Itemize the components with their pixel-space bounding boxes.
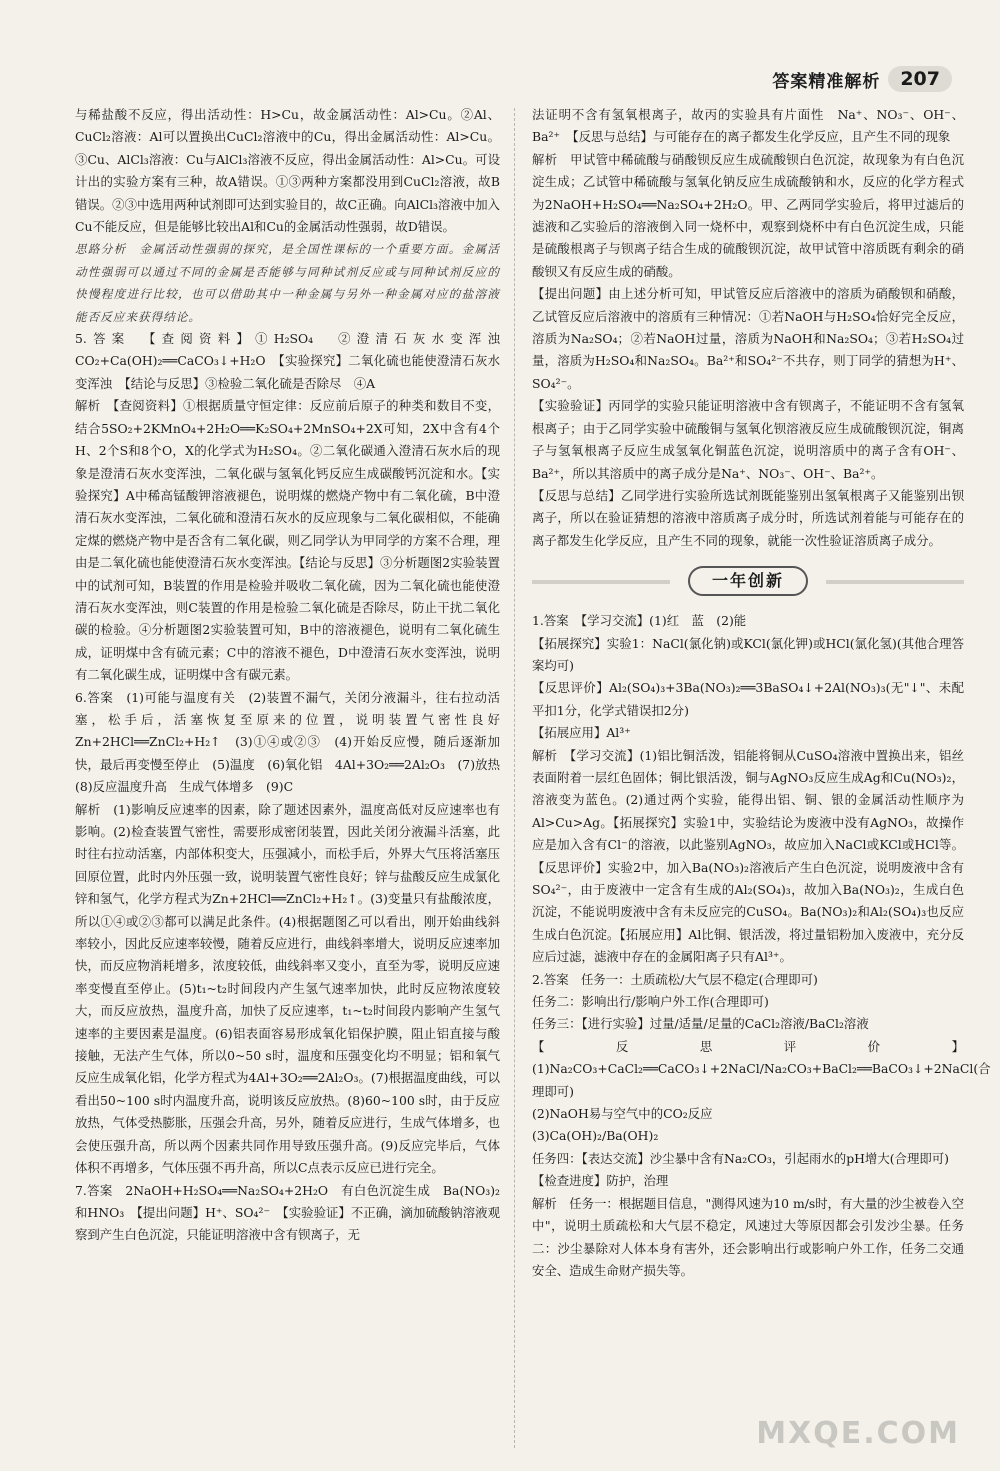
answer-7: 7.答案 2NaOH+H₂SO₄══Na₂SO₄+2H₂O 有白色沉淀生成 Ba(NO₃)₂和HNO₃ 【提出问题】H⁺、SO₄²⁻ 【实验验证】不正确，滴加硫酸钠溶液观察到产生白色沉淀，只能证明溶液中含有钡离子，无 — [75, 1182, 500, 1243]
paragraph: 【检查进度】防护，治理 — [532, 1173, 669, 1189]
page-number: 207 — [888, 66, 952, 92]
answer-1: 1.答案 【学习交流】(1)红 蓝 (2)能 — [532, 613, 747, 629]
paragraph: (3)Ca(OH)₂/Ba(OH)₂ — [532, 1128, 659, 1144]
paragraph: 【反思评价】(1)Na₂CO₃+CaCl₂══CaCO₃↓+2NaCl/Na₂CO₃+BaCl₂══BaCO₃↓+2NaCl(合理即可) — [532, 1038, 991, 1099]
column-divider — [514, 108, 515, 1448]
paragraph: 【反思评价】Al₂(SO₄)₃+3Ba(NO₃)₂══3BaSO₄↓+2Al(NO₃)₃(无"↓"、未配平扣1分，化学式错误扣2分) — [532, 680, 964, 718]
paragraph: 法证明不含有氢氧根离子，故丙的实验具有片面性 Na⁺、NO₃⁻、OH⁻、Ba²⁺ 【反思与总结】与可能存在的离子都发生化学反应，且产生不同的现象 — [532, 107, 964, 145]
paragraph: 任务二：影响出行/影响户外工作(合理即可) — [532, 994, 769, 1010]
paragraph: 与稀盐酸不反应，得出活动性：H>Cu，故金属活动性：Al>Cu。②Al、CuCl₂溶液：Al可以置换出CuCl₂溶液中的Cu，得出金属活动性：Al>Cu。③Cu、AlCl₃溶液：Cu与AlCl₃溶液不反应，得出金属活动性：Al>Cu。可设计出的实验方案有三种，故A错误。①③两种方案都没用到CuCl₂溶液，故B错误。②③中选用两种试剂即可达到实验目的，故C正确。向AlCl₃溶液中加入Cu不能反应，但是能够比较出Al和Cu的金属活动性强弱，故D错误。 — [75, 107, 500, 235]
paragraph: (2)NaOH易与空气中的CO₂反应 — [532, 1106, 713, 1122]
page-header — [772, 62, 952, 96]
paragraph: 【拓展应用】Al³⁺ — [532, 725, 631, 741]
answer-5: 5.答案 【查阅资料】①H₂SO₄ ②澄清石灰水变浑浊 CO₂+Ca(OH)₂══CaCO₃↓+H₂O 【实验探究】二氧化硫也能使澄清石灰水变浑浊 【结论与反思】③检验二氧化硫是否除尽 ④A — [75, 331, 513, 391]
analysis-6: 解析 (1)影响反应速率的因素，除了题述因素外，温度高低对反应速率也有影响。(2)检查装置气密性，需要形成密闭装置，因此关闭分液漏斗活塞，此时往右拉动活塞，内部体积变大，压强减小，而松手后，外界大气压将活塞压回原位置，此时内外压强一致，说明装置气密性良好；锌与盐酸反应生成氯化锌和氢气，化学方程式为Zn+2HCl══ZnCl₂+H₂↑。(3)变量只有盐酸浓度，所以①④或②③都可以满足此条件。(4)根据题图乙可以看出，刚开始曲线斜率较小，因此反应速率较慢，随着反应进行，曲线斜率增大，说明反应速率加快，而反应物消耗增多，浓度较低，曲线斜率又变小，直至为零，说明反应速率变慢直至停止。(5)t₁~t₂时间段内产生氢气速率加快，此时反应物浓度较大，而反应放热，温度升高，加快了反应速率，t₁~t₂时间段内影响产生氢气速率的主要因素是温度。(6)铝表面容易形成氧化铝保护膜，阻止铝直接与酸接触，无法产生气体，所以0~50 s时，温度和压强变化均不明显；铝和氧气反应生成氧化铝，化学方程式为4Al+3O₂══2Al₂O₃。(7)根据温度曲线，可以看出50~100 s时内温度升高，说明该反应放热。(8)60~100 s时，由于反应放热，气体受热膨胀，压强会升高，另外，随着反应进行，生成气体增多，也会使压强升高，所以两个因素共同作用导致压强升高。(9)反应完毕后，气体体积不再增多，气体压强不再升高，所以C点表示反应已进行完全。 — [75, 801, 500, 1176]
analysis-7: 解析 甲试管中稀硫酸与硝酸钡反应生成硫酸钡白色沉淀，故现象为有白色沉淀生成；乙试管中稀硫酸与氢氧化钠反应生成硫酸钠和水，反应的化学方程式为2NaOH+H₂SO₄══Na₂SO₄+2H₂O。甲、乙两同学实验后，将甲过滤后的滤液和乙实验后的溶液倒入同一烧杯中，观察到烧杯中有白色沉淀生成，只能是硫酸根离子与钡离子结合生成的硫酸钡沉淀，故甲试管中溶质既有剩余的硝酸钡又有反应生成的硝酸。 — [532, 151, 964, 279]
paragraph: 【实验验证】丙同学的实验只能证明溶液中含有钡离子，不能证明不含有氢氧根离子；由于乙同学实验中硫酸铜与氢氧化钡溶液反应生成硫酸钡沉淀，铜离子与氢氧根离子反应生成氢氧化铜蓝色沉淀，说明溶质中的离子含有OH⁻、Ba²⁺，所以其溶质中的离子成分是Na⁺、NO₃⁻、OH⁻、Ba²⁺。 — [532, 398, 964, 481]
answer-6: 6.答案 (1)可能与温度有关 (2)装置不漏气，关闭分液漏斗，往右拉动活塞，松手后，活塞恢复至原来的位置，说明装置气密性良好 Zn+2HCl══ZnCl₂+H₂↑ (3)①④或②③ (4)开始反应慢，随后逐渐加快，最后再变慢至停止 (5)温度 (6)氧化铝 4Al+3O₂══2Al₂O₃ (7)放热 (8)反应温度升高 生成气体增多 (9)C — [75, 689, 513, 795]
paragraph: 任务四：【表达交流】沙尘暴中含有Na₂CO₃，引起雨水的pH增大(合理即可) — [532, 1150, 949, 1166]
answer-2: 2.答案 任务一：土质疏松/大气层不稳定(合理即可) — [532, 971, 818, 987]
watermark: MXQE.COM — [756, 1416, 960, 1451]
paragraph: 【反思与总结】乙同学进行实验所选试剂既能鉴别出氢氧根离子又能鉴别出钡离子，所以在验证猜想的溶液中溶质离子成分时，所选试剂着能与可能存在的离子都发生化学反应，且产生不同的现象，就能一次性验证溶质离子成分。 — [532, 487, 964, 548]
paragraph: 【拓展探究】实验1：NaCl(氯化钠)或KCl(氯化钾)或HCl(氯化氢)(其他合理答案均可) — [532, 635, 964, 673]
section-divider — [532, 558, 964, 604]
right-column — [532, 104, 991, 1282]
section-title: 一年创新 — [688, 566, 808, 596]
analysis-1: 解析 【学习交流】(1)铝比铜活泼，铝能将铜从CuSO₄溶液中置换出来，铝丝表面附着一层红色固体；铜比银活泼，铜与AgNO₃反应生成Ag和Cu(NO₃)₂，溶液变为蓝色。(2)通过两个实验，能得出铝、铜、银的金属活动性顺序为Al>Cu>Ag。【拓展探究】实验1中，实验结论为废液中没有AgNO₃，故操作应是加入含有Cl⁻的溶液，以此鉴别AgNO₃，故应加入NaCl或KCl或HCl等。【反思评价】实验2中，加入Ba(NO₃)₂溶液后产生白色沉淀，说明废液中含有SO₄²⁻，由于废液中一定含有生成的Al₂(SO₄)₃，故加入Ba(NO₃)₂，生成白色沉淀，不能说明废液中含有未反应完的CuSO₄。Ba(NO₃)₂和Al₂(SO₄)₃也反应生成白色沉淀。【拓展应用】Al比铜、银活泼，将过量铝粉加入废液中，充分反应后过滤，滤液中存在的金属阳离子只有Al³⁺。 — [532, 747, 964, 965]
analysis-5: 解析 【查阅资料】①根据质量守恒定律：反应前后原子的种类和数目不变，结合5SO₂+2KMnO₄+2H₂O══K₂SO₄+2MnSO₄+2X可知，2X中含有4个H、2个S和8个O，X的化学式为H₂SO₄。②二氧化碳通入澄清石灰水后的现象是澄清石灰水变浑浊，二氧化碳与氢氧化钙反应生成碳酸钙沉淀和水。【实验探究】A中稀高锰酸钾溶液褪色，说明煤的燃烧产物中有二氧化硫，B中澄清石灰水变浑浊，二氧化硫和澄清石灰水的反应现象与二氧化碳相似，不能确定煤的燃烧产物中是否含有二氧化碳，则乙同学认为甲同学的方案不合理，理由是二氧化硫也能使澄清石灰水变浑浊。【结论与反思】③分析题图2实验装置中的试剂可知，B装置的作用是检验并吸收二氧化硫，因为二氧化硫也能使澄清石灰水变浑浊，则C装置的作用是检验二氧化硫是否除尽，防止干扰二氧化碳的检验。④分析题图2实验装置可知，B中的溶液褪色，说明有二氧化硫生成，证明煤中含有硫元素；C中的溶液不褪色，D中澄清石灰水变浑浊，说明有二氧化碳生成，证明煤中含有碳元素。 — [75, 398, 500, 683]
paragraph: 【提出问题】由上述分析可知，甲试管反应后溶液中的溶质为硝酸钡和硝酸，乙试管反应后溶液中的溶质有三种情况：①若NaOH与H₂SO₄恰好完全反应，溶质为Na₂SO₄；②若NaOH过量，溶质为NaOH和Na₂SO₄；③若H₂SO₄过量，溶质为H₂SO₄和Na₂SO₄。Ba²⁺和SO₄²⁻不共存，则丁同学的猜想为H⁺、SO₄²⁻。 — [532, 286, 964, 391]
thinking-analysis: 思路分析 金属活动性强弱的探究，是全国性课标的一个重要方面。金属活动性强弱可以通过不同的金属是否能够与同种试剂反应或与同种试剂反应的快慢程度进行比较，也可以借助其中一种金属与另外一种金属对应的盐溶液能否反应来获得结论。 — [75, 242, 500, 324]
analysis-2: 解析 任务一：根据题目信息，"测得风速为10 m/s时，有大量的沙尘被卷入空中"，说明土质疏松和大气层不稳定，风速过大等原因都会引发沙尘暴。任务二：沙尘暴除对人体本身有害外，还会影响出行或影响户外工作，任务二交通安全、造成生命财产损失等。 — [532, 1195, 964, 1278]
left-column — [75, 104, 513, 1247]
paragraph: 任务三：【进行实验】过量/适量/足量的CaCl₂溶液/BaCl₂溶液 — [532, 1016, 869, 1032]
header-title: 答案精准解析 — [772, 71, 881, 92]
